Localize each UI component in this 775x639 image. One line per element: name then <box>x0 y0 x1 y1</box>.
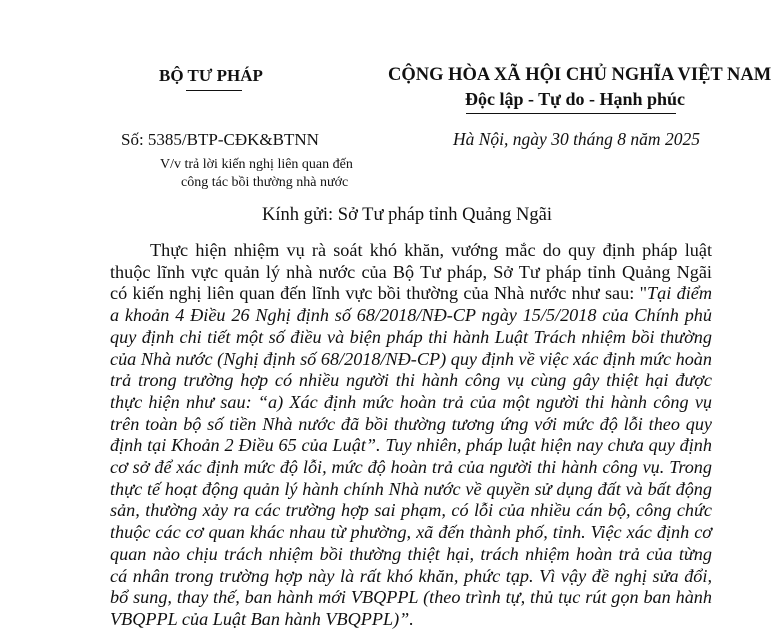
body-text: bổ sung, thay thế, ban hành mới VBQPPL (theo trình tự, thủ tục rút gọn ban hành <box>110 587 712 608</box>
body-line <box>110 457 712 479</box>
greeting: Kính gửi: Sở Tư pháp tỉnh Quảng Ngãi <box>262 205 553 225</box>
body-line <box>110 392 712 414</box>
body-line <box>110 566 712 588</box>
body-line <box>110 479 712 501</box>
body-text: có kiến nghị liên quan đến lĩnh vực bồi thường của Nhà nước như sau: " <box>110 283 648 304</box>
body-text: thực tế hoạt động quản lý hành chính Nhà nước về quyền sử dụng đất và bất động <box>110 478 712 499</box>
body-text: thực hiện như sau: “a) Xác định mức hoàn trả của một người thi hành công vụ <box>110 391 712 412</box>
body-text: quy định chi tiết một số điều và biện pháp thi hành Luật Trách nhiệm bồi thường <box>110 326 712 347</box>
motto-underline <box>466 113 676 114</box>
body-line <box>110 327 712 349</box>
body-text: a khoản 4 Điều 26 Nghị định số 68/2018/NĐ-CP ngày 15/5/2018 của Chính phủ <box>110 305 712 326</box>
body-line <box>110 587 712 609</box>
ministry-underline <box>186 90 242 91</box>
body-text: thuộc lĩnh vực quản lý nhà nước của Bộ Tư pháp, Sở Tư pháp tỉnh Quảng Ngãi <box>110 261 712 282</box>
body-line <box>110 609 712 631</box>
body-text: định tại Khoản 2 Điều 65 của Luật”. Tuy nhiên, pháp luật hiện nay chưa quy định <box>110 435 712 456</box>
body-text: của Nhà nước (Nghị định số 68/2018/NĐ-CP) quy định về việc xác định mức hoàn <box>110 348 712 369</box>
subject-line-2: công tác bồi thường nhà nước <box>181 175 349 190</box>
national-motto: Độc lập - Tự do - Hạnh phúc <box>465 89 686 109</box>
body-text: trả trong trường hợp có nhiều người thi hành công vụ cùng gây thiệt hại được <box>110 370 712 391</box>
body-text: quan nào chịu trách nhiệm bồi thường thiệt hại, trách nhiệm hoàn trả của từng <box>110 543 712 564</box>
body-line <box>110 262 712 284</box>
place-date: Hà Nội, ngày 30 tháng 8 năm 2025 <box>453 129 700 149</box>
body-text: trên toàn bộ số tiền Nhà nước đã bồi thường tương ứng với mức độ lỗi theo quy <box>110 413 712 434</box>
body-line <box>110 500 712 522</box>
subject-line-1: V/v trả lời kiến nghị liên quan đến <box>160 157 353 172</box>
body-line <box>110 544 712 566</box>
body-text: cá nhân trong trường hợp này là rất khó khăn, phức tạp. Vì vậy đề nghị sửa đổi, <box>110 565 712 586</box>
body-line <box>110 370 712 392</box>
letter-body <box>110 240 712 631</box>
body-line <box>110 283 712 305</box>
body-text: sản, thường xảy ra các trường hợp sai phạm, có lỗi của nhiều cán bộ, công chức <box>110 500 712 521</box>
body-line <box>110 522 712 544</box>
body-text: thuộc các cơ quan khác nhau từ phường, xã đến thành phố, tỉnh. Việc xác định cơ <box>110 522 712 543</box>
body-line <box>110 240 712 262</box>
national-title: CỘNG HÒA XÃ HỘI CHỦ NGHĨA VIỆT NAM <box>388 65 772 85</box>
body-text: VBQPPL của Luật Ban hành VBQPPL)”. <box>110 608 414 629</box>
body-line <box>110 414 712 436</box>
body-line <box>110 349 712 371</box>
body-text: cơ sở để xác định mức độ lỗi, mức độ hoàn trả của người thi hành công vụ. Trong <box>110 457 712 478</box>
body-text: Thực hiện nhiệm vụ rà soát khó khăn, vướng mắc do quy định pháp luật <box>150 240 712 260</box>
document-number: Số: 5385/BTP-CĐK&BTNN <box>121 130 319 149</box>
ministry-name: BỘ TƯ PHÁP <box>159 66 263 85</box>
body-text: Tại điểm <box>647 283 712 304</box>
body-line <box>110 435 712 457</box>
body-line <box>110 305 712 327</box>
